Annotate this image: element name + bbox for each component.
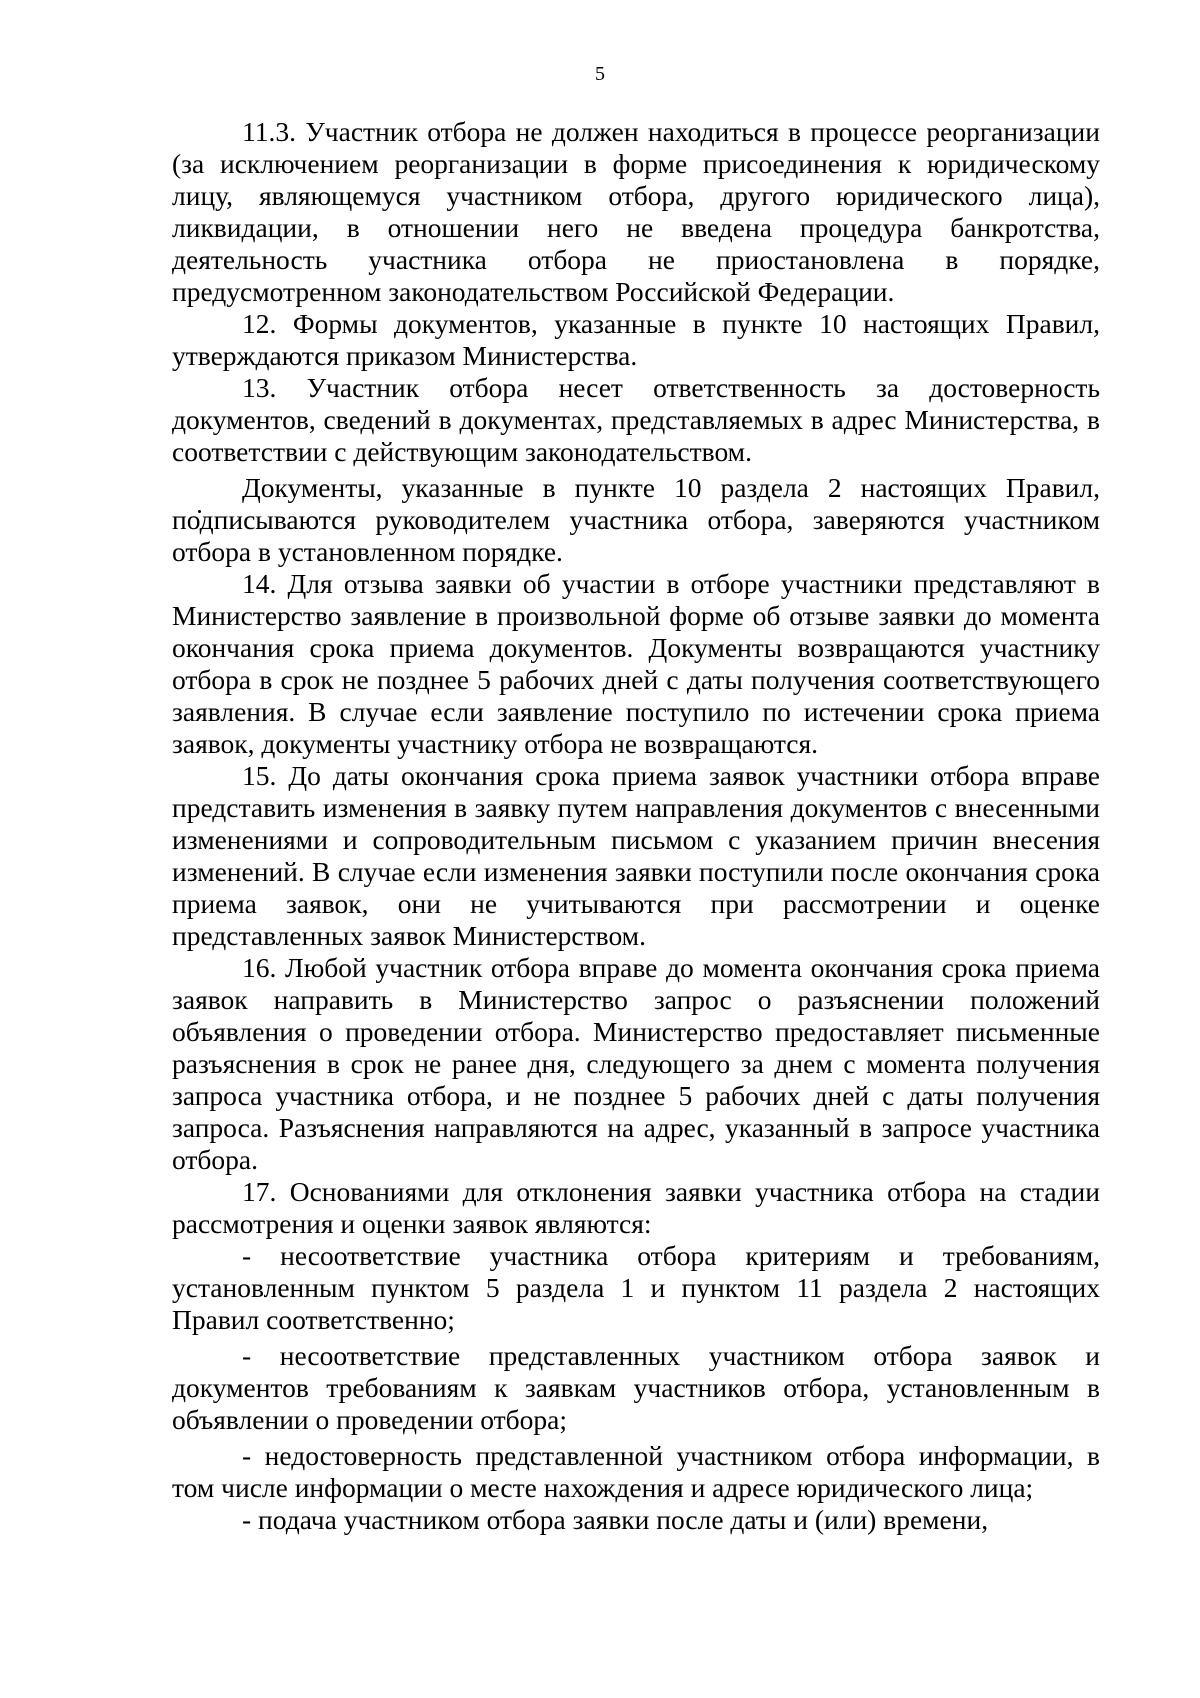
paragraph-17: 17. Основаниями для отклонения заявки участника отбора на стадии рассмотрения и оценки заявок являются:	[172, 1176, 1100, 1239]
list-item-criteria: - несоответствие участника отбора критериям и требованиям, установленным пунктом 5 раздела 1 и пунктом 11 раздела 2 настоящих Правил соответственно;	[172, 1240, 1100, 1335]
paragraph-13: 13. Участник отбора несет ответственность за достоверность документов, сведений в документах, представляемых в адрес Министерства, в соответствии с действующим законодательством.	[172, 372, 1100, 467]
paragraph-15: 15. До даты окончания срока приема заявок участники отбора вправе представить изменения в заявку путем направления документов с внесенными изменениями и сопроводительным письмом с указанием причин внесения изменений. В случае если изменения заявки поступили после окончания срока приема заявок, они не учитываются при рассмотрении и оценке представленных заявок Министерством.	[172, 760, 1100, 951]
paragraph-13-documents: Документы, указанные в пункте 10 раздела 2 настоящих Правил, подписываются руководителем участника отбора, заверяются участником отбора в установленном порядке.	[172, 472, 1100, 567]
list-item-late-submission: - подача участником отбора заявки после даты и (или) времени,	[242, 1504, 989, 1535]
list-item-requirements: - несоответствие представленных участником отбора заявок и документов требованиям к заявкам участников отбора, установленным в объявлении о проведении отбора;	[172, 1340, 1100, 1435]
list-item-unreliable-info: - недостоверность представленной участником отбора информации, в том числе информации о месте нахождения и адресе юридического лица;	[172, 1440, 1100, 1503]
page-number: 5	[595, 63, 605, 85]
paragraph-16: 16. Любой участник отбора вправе до момента окончания срока приема заявок направить в Министерство запрос о разъяснении положений объявления о проведении отбора. Министерство предоставляет письменные разъяснения в срок не ранее дня, следующего за днем с момента получения запроса участника отбора, и не позднее 5 рабочих дней с даты получения запроса. Разъяснения направляются на адрес, указанный в запросе участника отбора.	[172, 952, 1100, 1175]
paragraph-14: 14. Для отзыва заявки об участии в отборе участники представляют в Министерство заявление в произвольной форме об отзыве заявки до момента окончания срока приема документов. Документы возвращаются участнику отбора в срок не позднее 5 рабочих дней с даты получения соответствующего заявления. В случае если заявление поступило по истечении срока приема заявок, документы участнику отбора не возвращаются.	[172, 568, 1100, 759]
paragraph-12: 12. Формы документов, указанные в пункте 10 настоящих Правил, утверждаются приказом Министерства.	[172, 308, 1100, 371]
document-body	[172, 116, 1100, 1536]
paragraph-11-3: 11.3. Участник отбора не должен находиться в процессе реорганизации (за исключением реорганизации в форме присоединения к юридическому лицу, являющемуся участником отбора, другого юридического лица), ликвидации, в отношении него не введена процедура банкротства, деятельность участника отбора не приостановлена в порядке, предусмотренном законодательством Российской Федерации.	[172, 116, 1100, 307]
